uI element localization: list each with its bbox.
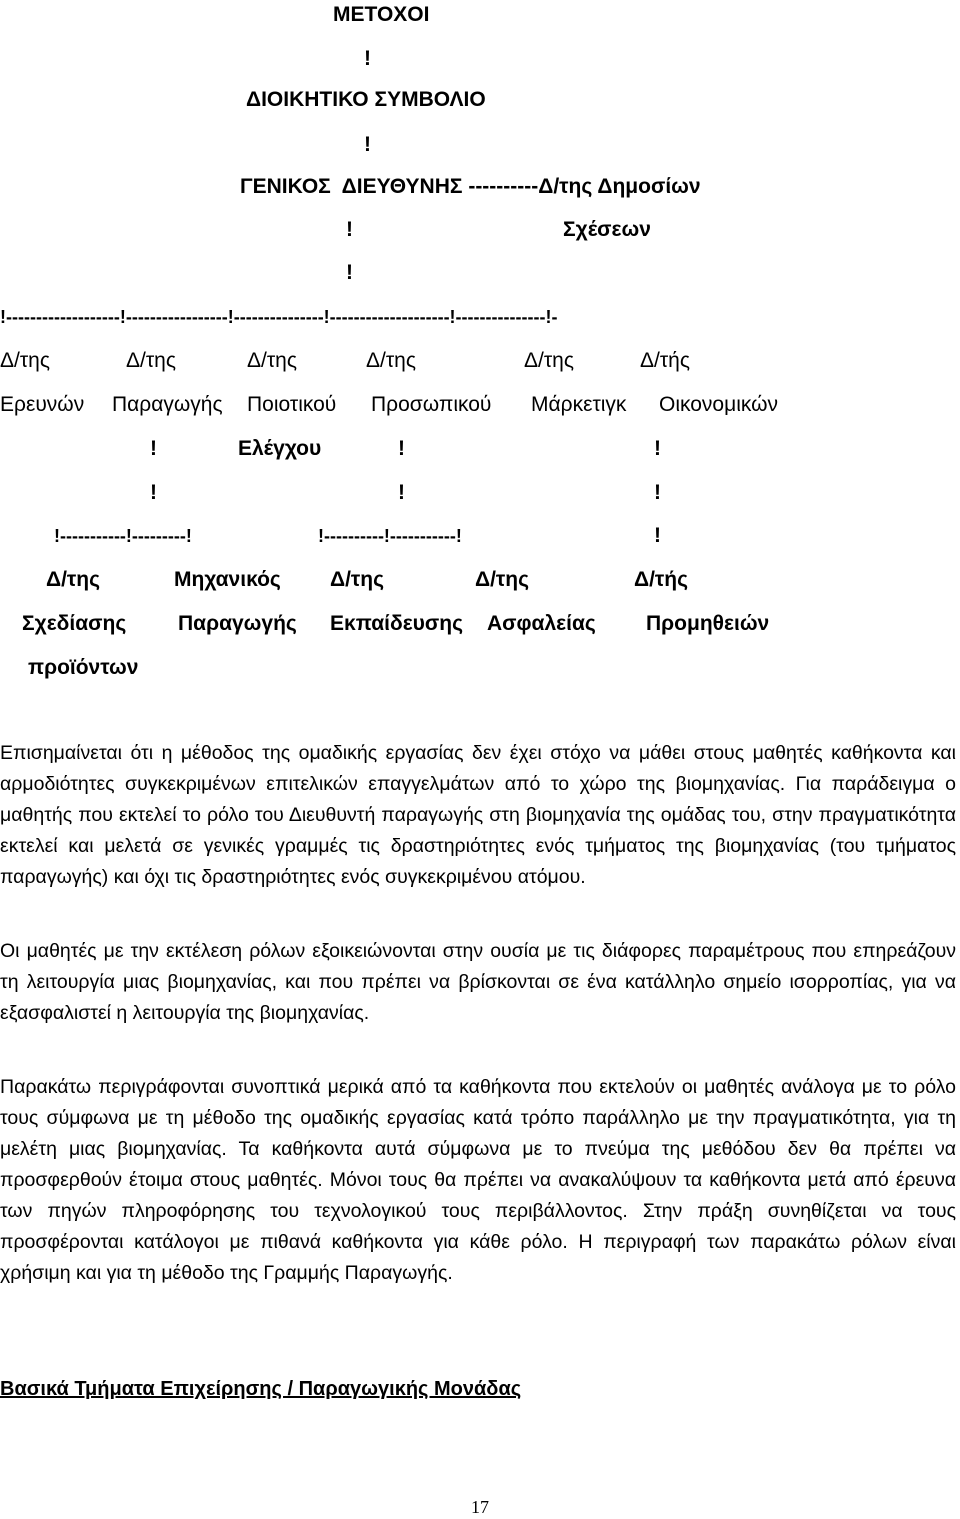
general-manager-label: ΓΕΝΙΚΟΣ ΔΙΕΥΘΥΝΗΣ ----------Δ/της Δημοσίων — [240, 175, 701, 198]
connector-line-level1: !-------------------!-----------------!---------------!--------------------!---------------!- — [0, 307, 558, 327]
level2-title-training: Δ/της — [330, 568, 385, 591]
level1-title-personnel: Δ/της — [366, 349, 416, 372]
connector-bang: ! — [150, 437, 157, 460]
level2-title-design: Δ/της — [46, 568, 101, 591]
level2-dept-safety: Ασφαλείας — [487, 612, 596, 635]
level2-title-safety: Δ/της — [475, 568, 530, 591]
connector-line-level2-left: !-----------!---------! — [54, 526, 192, 546]
quality-dept-second-line: Ελέγχου — [238, 437, 322, 460]
body-paragraph: Οι μαθητές με την εκτέλεση ρόλων εξοικειώνονται στην ουσία με τις διάφορες παραμέτρους που επηρεάζουν τη λειτουργία μιας βιομηχανίας, και που πρέπει να βρίσκονται σε ένα κατάλληλο σημείο ισορροπίας, για να εξασφαλιστεί η λειτουργία της βιομηχανίας. — [0, 940, 956, 1024]
level1-title-production: Δ/της — [126, 349, 176, 372]
design-dept-second-line: προϊόντων — [28, 656, 139, 679]
level2-title-production-engineer: Μηχανικός — [174, 568, 281, 591]
board-label: ΔΙΟΙΚΗΤΙΚΟ ΣΥΜΒΟΛΙΟ — [246, 88, 486, 111]
level1-dept-personnel: Προσωπικού — [371, 393, 492, 416]
connector-bang: ! — [150, 481, 157, 504]
body-paragraph: Επισημαίνεται ότι η μέθοδος της ομαδικής εργασίας δεν έχει στόχο να μάθει στους μαθητές καθήκοντα και αρμοδιότητες συγκεκριμένων επιτελικών επαγγελμάτων από το χώρο της βιομηχανίας. Για παράδειγμα ο μαθητής που εκτελεί το ρόλο του Διευθυντή παραγωγής στη βιομηχανία της ομάδας του, στην πραγματικότητα εκτελεί και μελετά σε γενικές γραμμές τις δραστηριότητες ενός τμήματος της βιομηχανίας (του τμήματος παραγωγής) και όχι τις δραστηριότητες ενός συγκεκριμένου ατόμου. — [0, 742, 956, 888]
section-heading: Βασικά Τμήματα Επιχείρησης / Παραγωγικής Μονάδας — [0, 1378, 522, 1400]
connector-bang: ! — [398, 437, 405, 460]
level1-dept-production: Παραγωγής — [112, 393, 223, 416]
connector-bang: ! — [346, 261, 353, 284]
level1-title-marketing: Δ/της — [524, 349, 574, 372]
level1-dept-finance: Οικονομικών — [659, 393, 779, 416]
level2-dept-production: Παραγωγής — [178, 612, 297, 635]
public-relations-suffix: Σχέσεων — [563, 218, 651, 241]
connector-bang: ! — [398, 481, 405, 504]
connector-line-level2-right: !----------!-----------! — [318, 526, 462, 546]
level1-title-finance: Δ/τής — [640, 349, 690, 372]
level1-title-quality: Δ/της — [247, 349, 297, 372]
connector-bang: ! — [364, 133, 371, 156]
connector-bang: ! — [654, 437, 661, 460]
level2-dept-procurement: Προμηθειών — [646, 612, 770, 635]
connector-bang: ! — [654, 524, 661, 547]
level1-title-research: Δ/της — [0, 349, 50, 372]
connector-bang: ! — [654, 481, 661, 504]
body-paragraph: Παρακάτω περιγράφονται συνοπτικά μερικά από τα καθήκοντα που εκτελούν οι μαθητές ανάλογα με το ρόλο τους σύμφωνα με τη μέθοδο της ομαδικής εργασίας κατά τρόπο παράλληλο με την πραγματικότητα, για τη μελέτη μιας βιομηχανίας. Τα καθήκοντα αυτά σύμφωνα με το πνεύμα της μεθόδου δεν θα πρέπει να προσφερθούν έτοιμα στους μαθητές. Μόνοι τους θα πρέπει να ανακαλύψουν τα καθήκοντα μετά από έρευνα των πηγών πληροφόρησης του τεχνολογικού τους περιβάλλοντος. Στην πράξη συνηθίζεται να τους προσφέρονται κατάλογοι με πιθανά καθήκοντα για κάθε ρόλο. Η περιγραφή των παρακάτω ρόλων είναι χρήσιμη και για τη μέθοδο της Γραμμής Παραγωγής. — [0, 1076, 956, 1284]
level2-dept-design: Σχεδίασης — [22, 612, 127, 635]
level2-title-procurement: Δ/τής — [634, 568, 689, 591]
connector-bang: ! — [364, 47, 371, 70]
level1-dept-marketing: Μάρκετιγκ — [531, 393, 627, 416]
shareholders-label: ΜΕΤΟΧΟΙ — [333, 3, 430, 26]
level1-dept-quality: Ποιοτικού — [247, 393, 337, 416]
connector-bang: ! — [346, 218, 353, 241]
level2-dept-training: Εκπαίδευσης — [330, 612, 463, 635]
page-number: 17 — [471, 1497, 489, 1517]
level1-dept-research: Ερευνών — [0, 393, 85, 416]
